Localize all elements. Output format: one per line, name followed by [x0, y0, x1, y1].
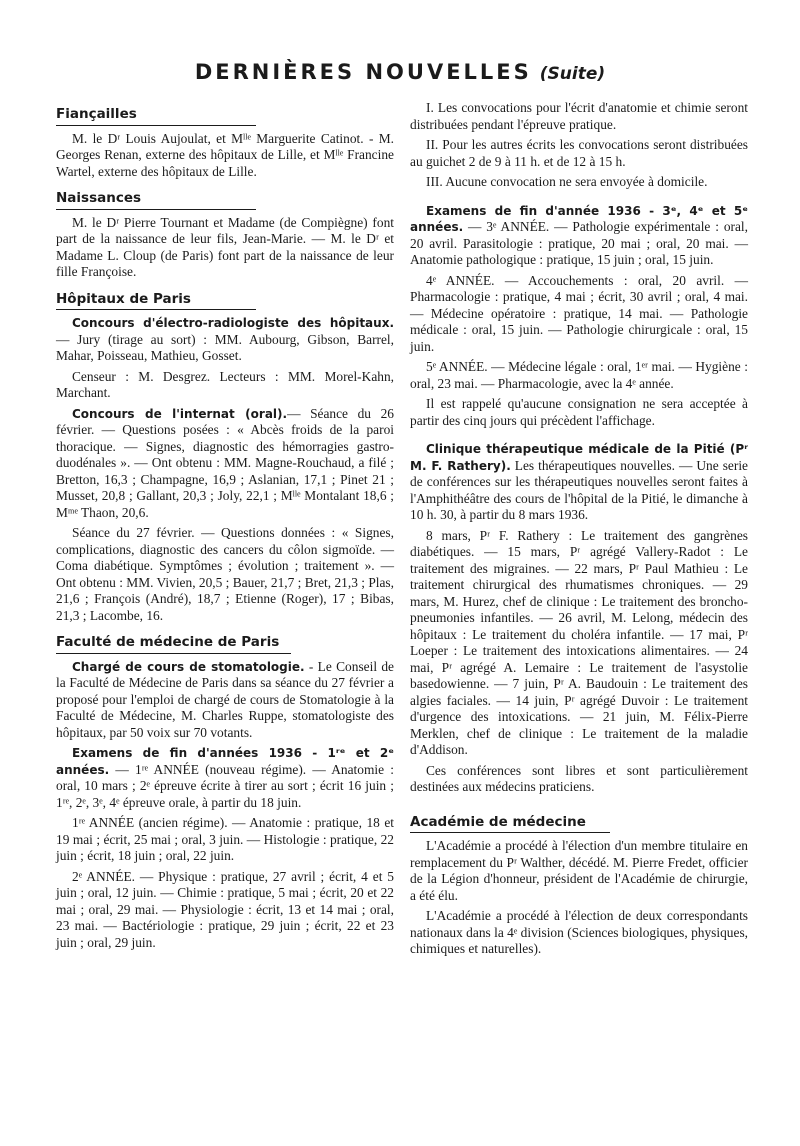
convocations-paragraph-2: II. Pour les autres écrits les convocations seront distribuées au guichet 2 de 9 à 11 h. et de 12 à 15 h.: [410, 137, 748, 169]
naissances-paragraph: M. le Dʳ Pierre Tournant et Madame (de Compiègne) font part de la naissance de leur fils, Jean-Marie. — M. le Dʳ et Madame L. Cloup (de Paris) font part de la naissance de leur fille Françoise.: [56, 214, 394, 279]
faculte-lead-2: Examens de fin d'années 1936 - 1ʳᵉ et 2ᵉ années.: [56, 746, 394, 777]
hopitaux-paragraph-3: [56, 406, 394, 522]
hopitaux-text-3: — Séance du 26 février. — Questions posées : « Abcès froids de la paroi thoracique. — Signes, diagnostic des hémorragies gastro-duodénales ». — Ont obtenu : MM. Magne-Rouchaud, a filé ; Bretton, 16,3 ; Champagne, 16,9 ; Aslanian, 17,1 ; Pinet 21 ; Musset, 20,8 ; Gallant, 20,3 ; Joly, 22,1 ; Mˡˡᵉ Montalant 18,6 ; Mᵐᵉ Thaon, 20,6.: [56, 405, 394, 520]
faculte-text-2: — 1ʳᵉ ANNÉE (nouveau régime). — Anatomie : oral, 10 mars ; 2ᵉ épreuve écrite à tirer au sort ; écrit 16 juin ; 1ʳᵉ, 2ᵉ, 3ᵉ, 4ᵉ épreuve orale, à partir du 18 juin.: [56, 761, 394, 810]
faculte-paragraph-1: [56, 659, 394, 742]
section-title-naissances: Naissances: [56, 190, 256, 210]
clinique-paragraph-2: 8 mars, Pʳ F. Rathery : Le traitement des gangrènes diabétiques. — 15 mars, Pʳ agrégé Vallery-Radot : Le traitement des migraines. — 22 mars, Pʳ Paul Mathieu : Le traitement chirurgical des rhumatismes chroniques. — 29 mars, M. Hurez, chef de clinique : Le traitement des broncho-pneumonies infantiles. — 26 avril, M. Lelong, médecin des hôpitaux : Le traitement du choléra infantile. — 17 mai, Pʳ Loeper : Le traitement des intoxications alimentaires. — 24 mai, Pʳ agrégé A. Lemaire : Le traitement de l'asystolie basedowienne. — 7 juin, Pʳ A. Baudouin : Le traitement des algies faciales. — 14 juin, Pʳ agrégé Duvoir : Le traitement d'urgence des intoxications. — 21 juin, M. Félix-Pierre Merklen, chef de clinique : Le traitement de la maladie d'Addison.: [410, 527, 748, 757]
fiancailles-paragraph: M. le Dʳ Louis Aujoulat, et Mˡˡᵉ Marguerite Catinot. - M. Georges Renan, externe des hôpitaux de Lille, et Mˡˡᵉ Francine Wartel, externe des hôpitaux de Lille.: [56, 130, 394, 179]
faculte-paragraph-4: 2ᵉ ANNÉE. — Physique : pratique, 27 avril ; écrit, 4 et 5 juin ; oral, 12 juin. — Chimie : pratique, 5 mai ; écrit, 20 et 22 mai ; oral, 29 mai. — Physiologie : écrit, 13 et 14 mai ; oral, 23 mai. — Bactériologie : pratique, 29 juin ; écrit, 22 et 23 juin ; oral, 29 juin.: [56, 868, 394, 950]
examens-lead-1: Examens de fin d'année 1936 - 3ᵉ, 4ᵉ et 5ᵉ années.: [410, 203, 748, 234]
page-title-text: DERNIÈRES NOUVELLES: [194, 60, 532, 84]
faculte-text-1: - Le Conseil de la Faculté de Médecine de Paris dans sa séance du 27 février a proposé pour l'emploi de chargé de cours de Stomatologie à la Faculté de Médecine, M. Charles Ruppe, stomatologiste des hôpitaux, par 50 voix sur 70 votants.: [56, 658, 394, 740]
clinique-paragraph-1: [410, 441, 748, 524]
hopitaux-paragraph-1: [56, 315, 394, 365]
page-title-suite: (Suite): [539, 64, 606, 84]
examens-paragraph-2: 4ᵉ ANNÉE. — Accouchements : oral, 20 avril. — Pharmacologie : pratique, 4 mai ; écrit, 30 avril ; oral, 4 mai. — Médecine opératoire : pratique, 14 mai. — Pathologie médicale : oral, 15 juin. — Pathologie chirurgicale : oral, 15 juin.: [410, 272, 748, 354]
right-column: [410, 100, 748, 962]
section-title-faculte: Faculté de médecine de Paris: [56, 634, 291, 654]
clinique-text-1: Les thérapeutiques nouvelles. — Une serie de conférences sur les thérapeutiques nouvelles seront faites à l'Amphithéâtre des cours de l'hôpital de la Pitié, le dimanche à 10 h. 30, à partir du 8 mars 1936.: [410, 457, 748, 522]
left-column: [56, 100, 394, 955]
examens-text-1: — 3ᵉ ANNÉE. — Pathologie expérimentale : oral, 20 avril. Parasitologie : pratique, 20 mai ; oral, 20 mai. — Anatomie pathologique : pratique, 15 juin ; oral, 15 juin.: [410, 219, 748, 267]
section-title-fiancailles: Fiançailles: [56, 106, 256, 126]
convocations-paragraph-3: III. Aucune convocation ne sera envoyée à domicile.: [426, 174, 708, 189]
academie-paragraph-1: L'Académie a procédé à l'élection d'un membre titulaire en remplacement du Pʳ Walther, décédé. M. Pierre Fredet, officier de la Légion d'honneur, président de l'Académie de chirurgie, a été élu.: [410, 838, 748, 903]
section-title-academie: Académie de médecine: [410, 814, 610, 834]
spacer: [410, 195, 748, 203]
convocations-paragraph-1: I. Les convocations pour l'écrit d'anatomie et chimie seront distribuées pendant l'épreuve pratique.: [410, 100, 748, 132]
faculte-paragraph-3: 1ʳᵉ ANNÉE (ancien régime). — Anatomie : pratique, 18 et 19 mai ; écrit, 25 mai ; oral, 3 juin. — Histologie : pratique, 22 juin ; écrit, 18 juin ; oral, 22 juin.: [56, 815, 394, 863]
page-title: [0, 60, 800, 84]
hopitaux-text-1: — Jury (tirage au sort) : MM. Aubourg, Gibson, Barrel, Mahar, Poisseau, Mathieu, Gosset.: [56, 331, 394, 363]
examens-paragraph-1: [410, 203, 748, 269]
clinique-lead-1: Clinique thérapeutique médicale de la Pitié (Pʳ M. F. Rathery).: [410, 442, 748, 473]
examens-paragraph-3: 5ᵉ ANNÉE. — Médecine légale : oral, 1ᵉʳ mai. — Hygiène : oral, 23 mai. — Pharmacologie, avec la 4ᵉ année.: [410, 359, 748, 391]
spacer: [410, 800, 748, 808]
clinique-paragraph-3: Ces conférences sont libres et sont particulièrement destinées aux médecins praticiens.: [410, 762, 748, 794]
hopitaux-lead-3: Concours de l'internat (oral).: [72, 406, 288, 421]
academie-paragraph-2: L'Académie a procédé à l'élection de deux correspondants nationaux dans la 4ᵉ division (Sciences biologiques, physiques, chimiques et naturelles).: [410, 908, 748, 956]
hopitaux-paragraph-2: Censeur : M. Desgrez. Lecteurs : MM. Morel-Kahn, Marchant.: [56, 368, 394, 400]
faculte-paragraph-2: [56, 745, 394, 811]
section-title-hopitaux: Hôpitaux de Paris: [56, 291, 256, 311]
hopitaux-paragraph-4: Séance du 27 février. — Questions données : « Signes, complications, diagnostic des cancers du côlon sigmoïde. — Coma diabétique. Symptômes ; évolution ; traitement ». — Ont obtenu : MM. Vivien, 20,5 ; Bauer, 21,7 ; Bret, 21,3 ; Plas, 21,6 ; François (André), 18,7 ; Etienne (Roger), 17 ; Bibas, 21,3 ; Lacombe, 16.: [56, 525, 394, 623]
examens-paragraph-4: Il est rappelé qu'aucune consignation ne sera acceptée à partir des cinq jours qui précèdent l'affichage.: [410, 396, 748, 428]
hopitaux-lead-1: Concours d'électro-radiologiste des hôpitaux.: [72, 316, 394, 330]
faculte-lead-1: Chargé de cours de stomatologie.: [72, 659, 305, 674]
spacer: [410, 433, 748, 441]
